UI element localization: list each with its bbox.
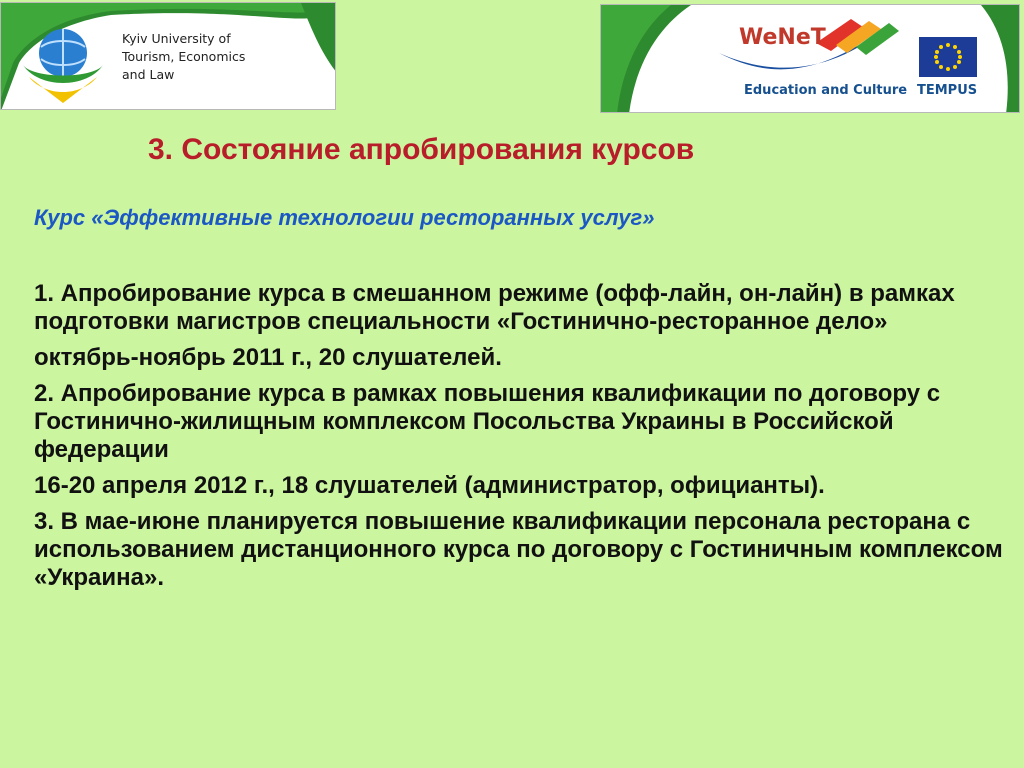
body-paragraph: 1. Апробирование курса в смешанном режиме (офф-лайн, он-лайн) в рамках подготовки магистров специальности «Гостинично-ресторанное дело» (34, 280, 955, 335)
body-paragraph: 16-20 апреля 2012 г., 18 слушателей (администратор, официанты). (34, 472, 825, 499)
university-name (122, 30, 245, 84)
slide-title: 3. Состояние апробирования курсов (148, 133, 695, 166)
university-name-line: Kyiv University of (122, 31, 231, 46)
university-logo (0, 2, 336, 110)
program-label: Education and Culture (744, 83, 908, 98)
wenet-tempus-logo (600, 4, 1020, 113)
eu-flag-icon (919, 37, 977, 77)
body-paragraph: 3. В мае-июне планируется повышение квалификации персонала ресторана с использованием дистанционного курса по договору с Гостиничным комплексом «Украина». (34, 508, 1003, 591)
university-name-line: Tourism, Economics (122, 49, 246, 64)
tempus-label: TEMPUS (917, 83, 978, 98)
university-name-line: and Law (122, 67, 175, 82)
body-paragraph: октябрь-ноябрь 2011 г., 20 слушателей. (34, 344, 502, 371)
body-paragraph: 2. Апробирование курса в рамках повышения квалификации по договору с Гостинично-жилищным комплексом Посольства Украины в Российской федерации (34, 380, 941, 463)
course-subtitle: Курс «Эффективные технологии ресторанных услуг» (34, 205, 655, 230)
wenet-brand: WeNeT (739, 25, 826, 50)
slide-body (34, 280, 1009, 600)
